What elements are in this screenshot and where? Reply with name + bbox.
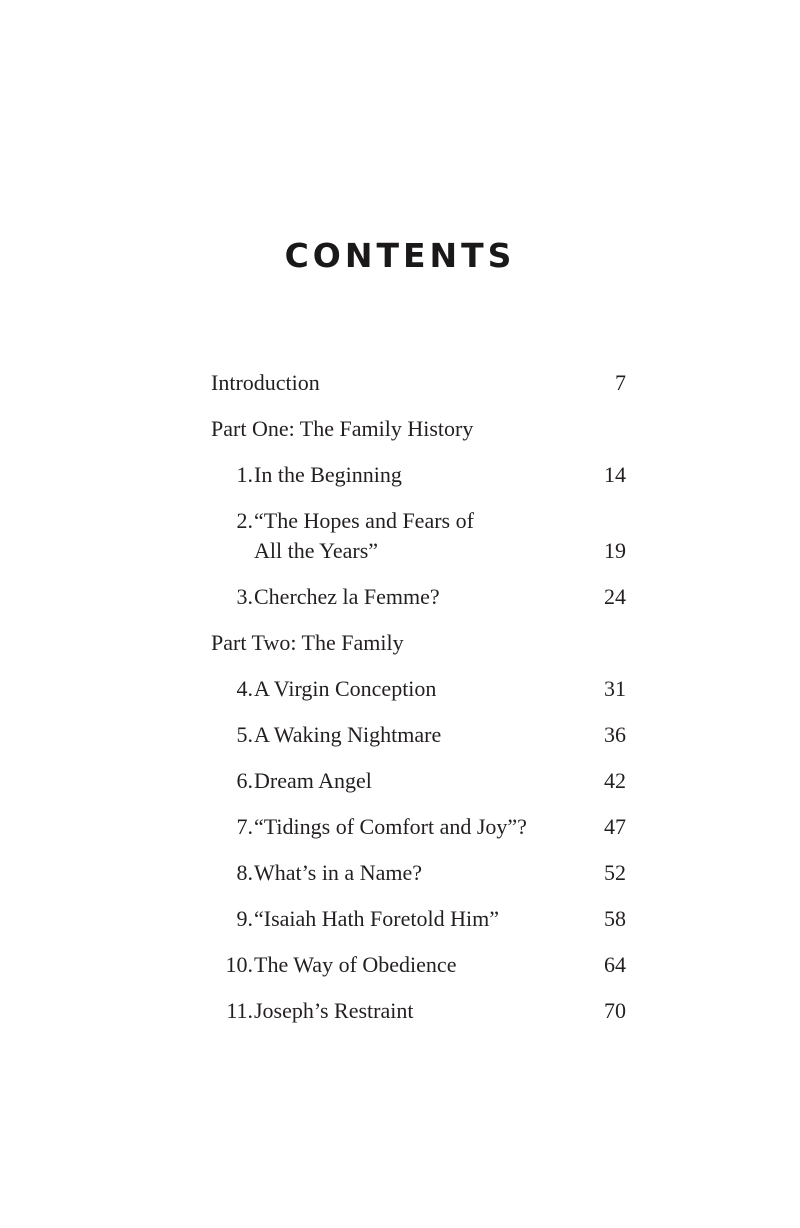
toc-entry-number: 6.	[236, 768, 253, 793]
toc-entry-page-number: 7	[615, 370, 626, 395]
toc-entry-page-number: 14	[604, 462, 626, 487]
toc-entry-number: 8.	[236, 860, 253, 885]
toc-entry-title: A Waking Nightmare	[254, 722, 442, 747]
toc-entry-page-number: 19	[604, 538, 626, 563]
toc-entry-page-number: 42	[604, 768, 626, 793]
toc-entry-title: In the Beginning	[254, 462, 402, 487]
toc-entry-number: 1.	[236, 462, 253, 487]
toc-entry-number: 3.	[236, 584, 253, 609]
toc-entry-page-number: 52	[604, 860, 626, 885]
toc-entry	[211, 506, 626, 566]
toc-entry	[211, 720, 626, 750]
toc-entry	[211, 414, 626, 444]
toc-entry-number: 5.	[236, 722, 253, 747]
toc-entry-title: Part Two: The Family	[211, 630, 404, 655]
toc-entry-title: Cherchez la Femme?	[254, 584, 440, 609]
table-of-contents	[211, 368, 626, 1042]
toc-entry-number: 4.	[236, 676, 253, 701]
toc-entry-number: 7.	[236, 814, 253, 839]
toc-entry	[211, 368, 626, 398]
toc-entry-page-number: 47	[604, 814, 626, 839]
toc-entry	[211, 812, 626, 842]
toc-entry-title: The Way of Obedience	[254, 952, 457, 977]
toc-entry-number: 11.	[226, 998, 253, 1023]
toc-entry-page-number: 58	[604, 906, 626, 931]
toc-entry-page-number: 31	[604, 676, 626, 701]
toc-entry-title: “Isaiah Hath Foretold Him”	[254, 906, 499, 931]
toc-entry-title: Introduction	[211, 370, 320, 395]
toc-entry	[211, 858, 626, 888]
toc-entry-page-number: 64	[604, 952, 626, 977]
toc-entry	[211, 582, 626, 612]
contents-heading: CONTENTS	[284, 236, 516, 275]
toc-entry-title: Joseph’s Restraint	[254, 998, 414, 1023]
toc-entry-title: What’s in a Name?	[254, 860, 422, 885]
toc-entry-title: Dream Angel	[254, 768, 372, 793]
toc-entry	[211, 996, 626, 1026]
toc-entry-title: Part One: The Family History	[211, 416, 474, 441]
toc-entry	[211, 766, 626, 796]
toc-entry-page-number: 36	[604, 722, 626, 747]
toc-entry-page-number: 24	[604, 584, 626, 609]
toc-entry	[211, 904, 626, 934]
toc-entry-title: “The Hopes and Fears of	[254, 508, 474, 533]
toc-entry-title: A Virgin Conception	[254, 676, 437, 701]
toc-entry-page-number: 70	[604, 998, 626, 1023]
toc-entry	[211, 950, 626, 980]
toc-entry-number: 9.	[236, 906, 253, 931]
toc-entry-number: 10.	[225, 952, 253, 977]
toc-entry	[211, 628, 626, 658]
toc-entry	[211, 674, 626, 704]
toc-entry-title: All the Years”	[254, 538, 379, 563]
toc-entry	[211, 460, 626, 490]
toc-entry-number: 2.	[236, 508, 253, 533]
toc-entry-title: “Tidings of Comfort and Joy”?	[254, 814, 527, 839]
